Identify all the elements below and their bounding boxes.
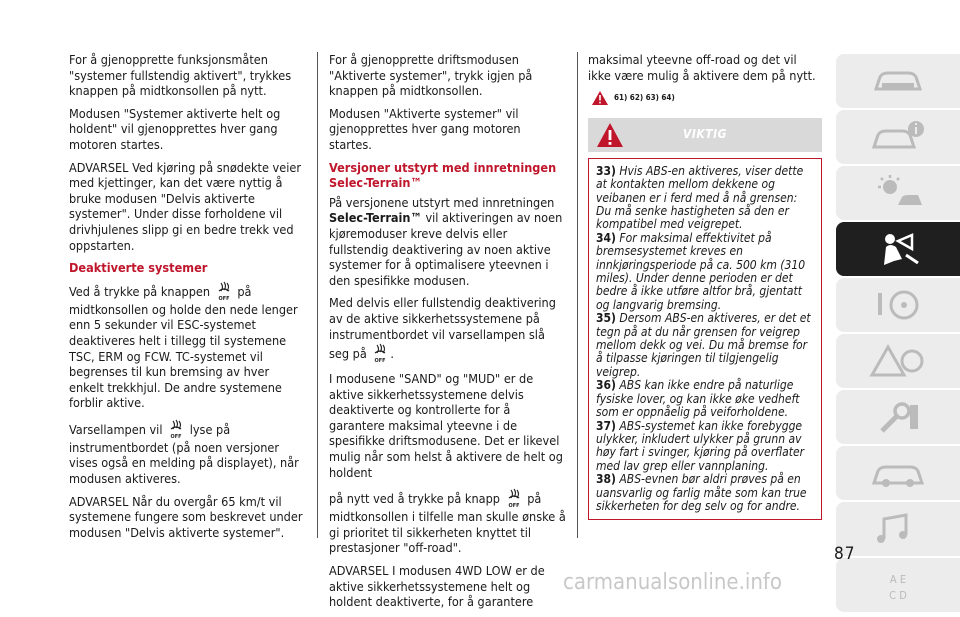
svg-text:C D: C D bbox=[889, 589, 907, 602]
esc-off-icon bbox=[372, 342, 388, 364]
paragraph: Modusen "Aktiverte systemer" vil gjenopprettes hver gang motoren startes. bbox=[329, 105, 521, 152]
note-item: 37) ABS-systemet kan ikke forebygge ulykker, inkludert ulykker på grunn av høy fart i svinger, kjøring på overflater med lav grep eller vannplaning. bbox=[596, 418, 805, 473]
tab-dashboard[interactable] bbox=[836, 54, 960, 108]
esc-off-icon bbox=[216, 280, 232, 302]
important-box bbox=[588, 158, 822, 521]
paragraph: Med delvis eller fullstendig deaktivering av de aktive sikkerhetssystemene på instrumentbordet vil varsellampen slå seg på . bbox=[329, 295, 567, 364]
tab-lights[interactable] bbox=[836, 166, 960, 220]
paragraph: på nytt ved å trykke på knapp på midtkonsollen i tilfelle man skulle ønske å gi prioritet til sikkerheten knyttet til prestasjoner "off-road". bbox=[329, 487, 567, 556]
paragraph: Ved å trykke på knappen på midtkonsollen og holde den nede lenger enn 5 sekunder vil ESC-systemet deaktiveres helt i tillegg til systemene TSC, ERM og FCW. TC-systemet vil begrenses til kun bremsing av hver enkelt trekkhjul. De andre systemene forblir aktive. bbox=[69, 280, 307, 411]
section-heading: Deaktiverte systemer bbox=[69, 260, 208, 276]
note-item: 36) ABS kan ikke endre på naturlige fysiske lover, og kan ikke øke vedheft som er oppnåelig på veiforholdene. bbox=[596, 378, 800, 420]
esc-off-icon bbox=[168, 418, 184, 440]
index-icon bbox=[868, 565, 928, 605]
dashboard-car-icon bbox=[868, 61, 928, 101]
warning-triangle-icon bbox=[596, 122, 624, 148]
lights-icon bbox=[868, 173, 928, 213]
paragraph: ADVARSEL Ved kjøring på snødekte veier med kjettinger, kan det være nyttig å bruke modusen "Delvis aktiverte systemer". Under disse forholdene vil drivhjulenes slipp gi en bedre trekk ved oppstarten. bbox=[69, 159, 301, 253]
service-wrench-icon bbox=[868, 397, 928, 437]
start-driving-icon bbox=[868, 285, 928, 325]
warning-references: 61) 62) 63) 64) bbox=[592, 90, 822, 106]
tab-warning-lights[interactable] bbox=[836, 334, 960, 388]
paragraph: For å gjenopprette driftsmodusen "Aktiverte systemer", trykk igjen på knappen på midtkonsollen. bbox=[329, 52, 533, 99]
paragraph: maksimal yteevne off-road og det vil ikke være mulig å aktivere dem på nytt. bbox=[588, 52, 816, 83]
important-title: VIKTIG bbox=[683, 126, 727, 141]
tab-specs[interactable] bbox=[836, 446, 960, 500]
safety-airbag-icon bbox=[868, 229, 928, 269]
column-divider bbox=[577, 52, 578, 538]
note-item: 33) Hvis ABS-en aktiveres, viser dette at kontakten mellom dekkene og veibanen er i ferd med å nå grensen: Du må senke hastigheten så den er kompatibel med veigrepet. bbox=[596, 163, 804, 232]
column-divider bbox=[317, 52, 318, 538]
paragraph: ADVARSEL I modusen 4WD LOW er de aktive sikkerhetssystemene helt og holdent deaktiverte, for å garantere bbox=[329, 563, 545, 610]
specs-icon bbox=[868, 453, 928, 493]
svg-text:A E: A E bbox=[889, 573, 907, 586]
tab-safety[interactable] bbox=[836, 222, 960, 276]
chapter-tabs bbox=[836, 54, 960, 614]
important-header bbox=[588, 118, 822, 152]
page-number: 87 bbox=[834, 544, 856, 564]
paragraph: På versjonene utstyrt med innretningen Selec-Terrain™ vil aktiveringen av noen kjøremoduser kreve delvis eller fullstendig deaktivering av noen aktive systemer for å optimalisere yteevnen i den spesifikke modusen. bbox=[329, 194, 563, 288]
tab-start-driving[interactable] bbox=[836, 278, 960, 332]
paragraph: I modusene "SAND" og "MUD" er de aktive sikkerhetssystemene delvis deaktiverte og kontrollerte for å garantere maksimal yteevne i de spesifikke driftsmodusene. Det er likevel mulig når som helst å aktivere de helt og holdent bbox=[329, 371, 563, 480]
column-3 bbox=[588, 52, 822, 520]
paragraph: For å gjenopprette funksjonsmåten "systemer fullstendig aktivert", trykkes knappen på midtkonsollen på nytt. bbox=[69, 52, 292, 99]
paragraph: ADVARSEL Når du overgår 65 km/t vil systemene fungere som beskrevet under modusen "Delvis aktiverte systemer". bbox=[69, 493, 303, 540]
column-2 bbox=[329, 52, 567, 617]
warning-lights-icon bbox=[868, 341, 928, 381]
warning-triangle-icon bbox=[592, 91, 608, 105]
tab-service[interactable] bbox=[836, 390, 960, 444]
paragraph: Modusen "Systemer aktiverte helt og holdent" vil gjenopprettes hver gang motoren startes. bbox=[69, 105, 281, 152]
info-car-icon bbox=[868, 117, 928, 157]
tab-info[interactable] bbox=[836, 110, 960, 164]
multimedia-icon bbox=[868, 509, 928, 549]
column-1 bbox=[69, 52, 307, 547]
section-heading: Versjoner utstyrt med innretningen Selec-Terrain™ bbox=[329, 159, 557, 191]
esc-off-icon bbox=[506, 487, 522, 509]
note-item: 38) ABS-evnen bør aldri prøves på en uansvarlig og farlig måte som kan true sikkerheten for deg selv og for andre. bbox=[596, 472, 807, 513]
note-item: 34) For maksimal effektivitet på bremsesystemet kreves en innkjøringsperiode på ca. 500 km (310 miles). Under denne perioden er det bedre å ikke utføre altfor brå, gjentatt og langvarig bremsing. bbox=[596, 230, 806, 312]
watermark: carmanualsonline.info bbox=[563, 570, 782, 595]
paragraph: Varsellampen vil lyse på instrumentbordet (på noen versjoner vises også en melding på displayet), når modusen aktiveres. bbox=[69, 418, 307, 487]
note-item: 35) Dersom ABS-en aktiveres, er det et tegn på at du når grensen for veigrep mellom dekk og vei. Du må bremse for å tilpasse kjøringen til tilgjengelig veigrep. bbox=[596, 311, 811, 379]
